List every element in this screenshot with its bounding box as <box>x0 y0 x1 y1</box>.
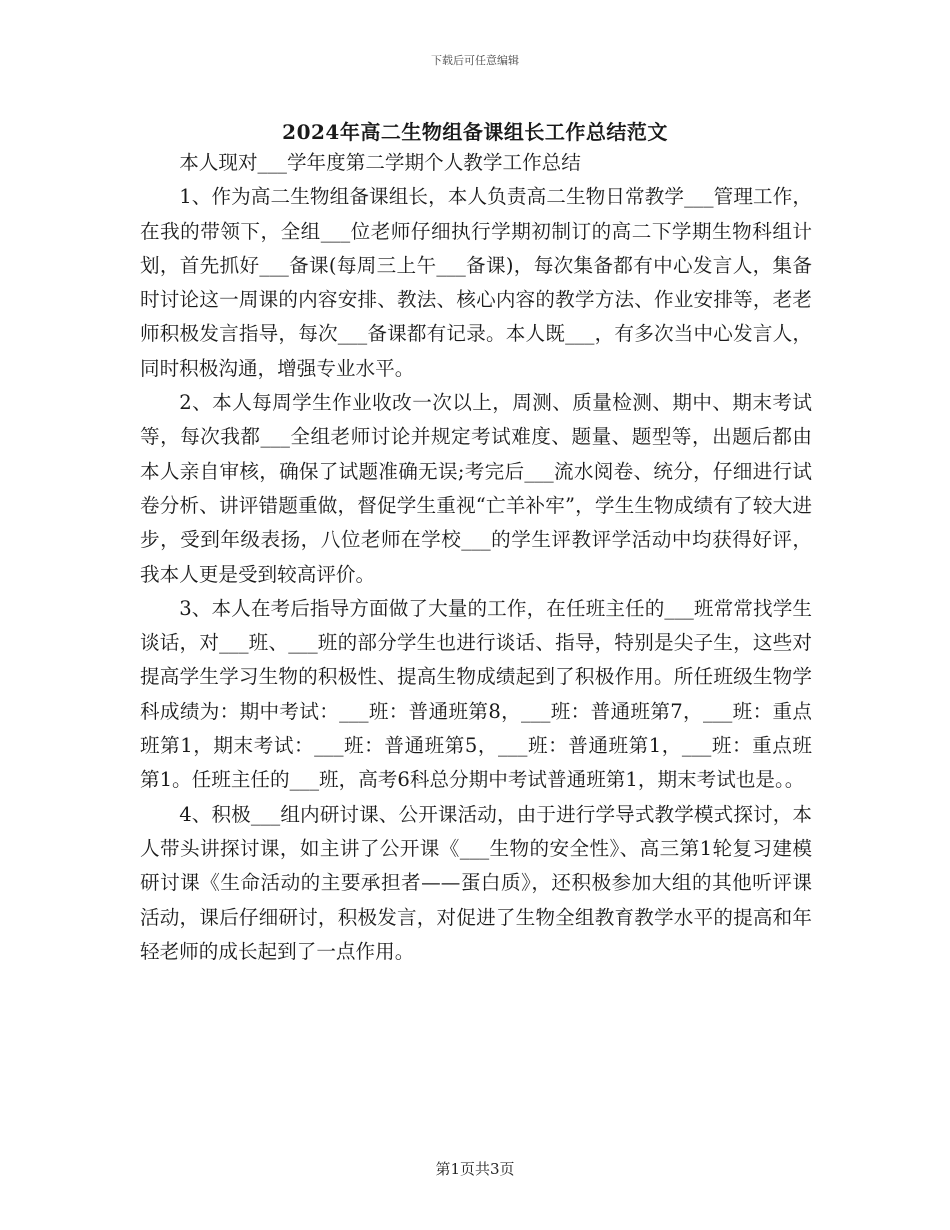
document-title: 2024年高二生物组备课组长工作总结范文 <box>282 120 668 144</box>
header-note: 下载后可任意编辑 <box>431 54 519 67</box>
document-body <box>140 146 812 969</box>
paragraph-3: 3、本人在考后指导方面做了大量的工作，在任班主任的___班常常找学生谈话，对___班、___班的部分学生也进行谈话、指导，特别是尖子生，这些对提高学生学习生物的积极性、提高生物成绩起到了积极作用。所任班级生物学科成绩为：期中考试：___班：普通班第8，___班：普通班第7，___班：重点班第1，期末考试：___班：普通班第5，___班：普通班第1，___班：重点班第1。任班主任的___班，高考6科总分期中考试普通班第1，期末考试也是。。 <box>140 596 812 792</box>
page-number-footer: 第1页共3页 <box>435 1160 515 1178</box>
paragraph-2: 2、本人每周学生作业收改一次以上，周测、质量检测、期中、期末考试等，每次我都___全组老师讨论并规定考试难度、题量、题型等，出题后都由本人亲自审核，确保了试题准确无误;考完后___流水阅卷、统分，仔细进行试卷分析、讲评错题重做，督促学生重视“亡羊补牢”，学生生物成绩有了较大进步，受到年级表扬，八位老师在学校___的学生评教评学活动中均获得好评，我本人更是受到较高评价。 <box>140 391 812 586</box>
intro-line: 本人现对___学年度第二学期个人教学工作总结 <box>179 151 581 174</box>
paragraph-4: 4、积极___组内研讨课、公开课活动，由于进行学导式教学模式探讨，本人带头讲探讨课，如主讲了公开课《___生物的安全性》、高三第1轮复习建模研讨课《生命活动的主要承担者——蛋白质》，还积极参加大组的其他听评课活动，课后仔细研讨，积极发言，对促进了生物全组教育教学水平的提高和年轻老师的成长起到了一点作用。 <box>140 802 812 963</box>
paragraph-1: 1、作为高二生物组备课组长，本人负责高二生物日常教学___管理工作，在我的带领下，全组___位老师仔细执行学期初制订的高二下学期生物科组计划，首先抓好___备课(每周三上午___备课)，每次集备都有中心发言人，集备时讨论这一周课的内容安排、教法、核心内容的教学方法、作业安排等，老老师积极发言指导，每次___备课都有记录。本人既___，有多次当中心发言人，同时积极沟通，增强专业水平。 <box>140 185 812 380</box>
